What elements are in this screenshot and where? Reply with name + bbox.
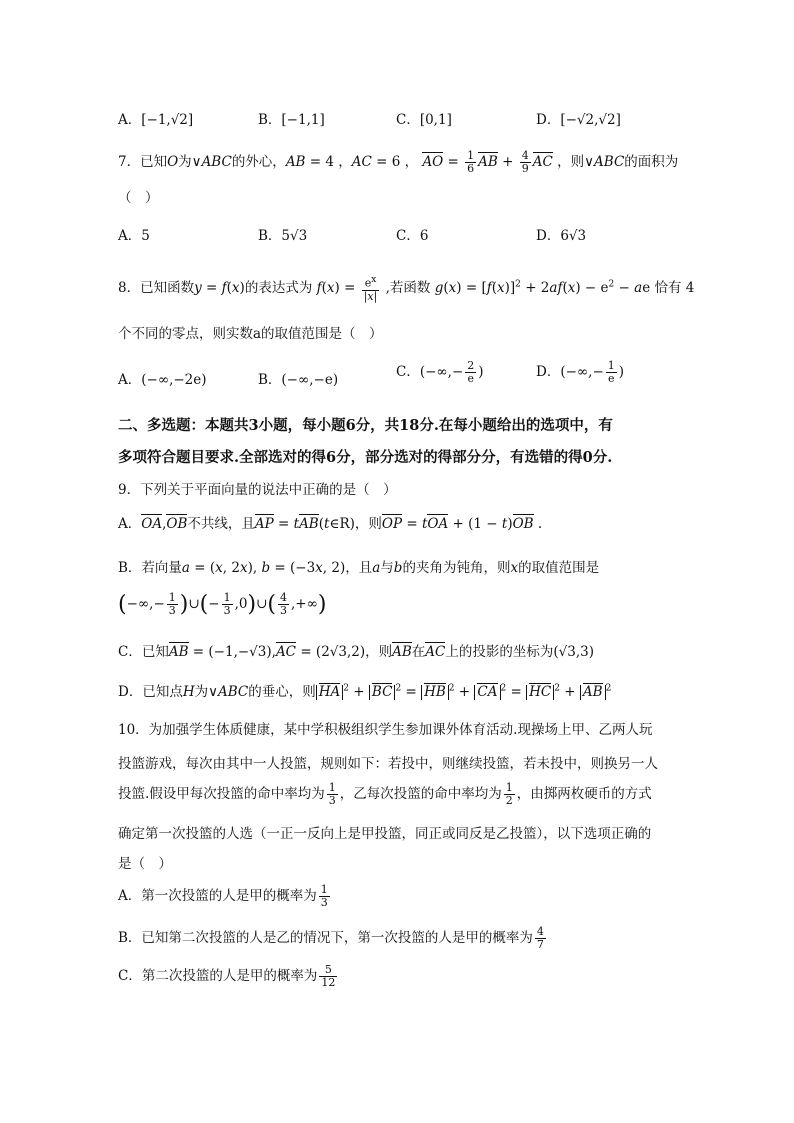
q9-choice-b[interactable]: B．若向量a = (x, 2x), b = (−3x, 2)，且a与b的夹角为钝角，则x的取值范围是 [118, 560, 600, 576]
fraction-5-12: $\frac{5}{12}$ [321, 963, 336, 989]
q10-line-4: 确定第一次投篮的人选（一正一反向上是甲投篮，同正或同反是乙投篮），以下选项正确的 [118, 826, 652, 842]
q8-stem-1: 8．已知函数y = f(x)的表达式为 f(x) = $\frac{e^x}{|x|}$ ,若函数 $g(x) = [f(x)]^2 + 2af(x) - e^2$ − ae 恰有 4 [118, 275, 695, 303]
q6-choice-c[interactable]: C．[0,1] [396, 112, 452, 128]
q10-choice-b[interactable]: B．已知第二次投篮的人是乙的情况下，第一次投篮的人是甲的概率为 $\frac{4}{7}$ [118, 925, 544, 951]
fraction-1-3: $\frac{1}{3}$ [328, 781, 336, 807]
q7-choice-c[interactable]: C．6 [396, 228, 429, 244]
q9-choice-a[interactable]: A．OA,OB不共线，且AP = tAB(t∈R)，则OP = tOA + (1 − t)OB . [118, 516, 543, 532]
q7-choice-b[interactable]: B．5√3 [258, 228, 308, 244]
q8-choice-d[interactable]: D．(−∞,− $\frac{1}{e}$ ) [536, 359, 625, 385]
fraction-1-3: $\frac{1}{3}$ [320, 883, 328, 909]
q8-choice-b[interactable]: B．(−∞,−e) [258, 372, 339, 388]
q10-line-3 [118, 782, 754, 807]
q9-choice-c[interactable]: C．已知AB = (−1,−√3),AC = (2√3,2)，则AB在AC上的投影的坐标为(√3,3) [118, 644, 594, 660]
q8-stem-2: 个不同的零点，则实数a的取值范围是（ ） [118, 326, 383, 342]
q10-choice-a[interactable]: A．第一次投篮的人是甲的概率为 $\frac{1}{3}$ [118, 883, 328, 909]
q10-line-3c: ，由掷两枚硬币的方式 [516, 786, 652, 802]
q6-choice-a[interactable]: A．[−1,√2] [118, 112, 194, 128]
q10-line-2: 投篮游戏，每次由其中一人投篮，规则如下：若投中，则继续投篮，若未投中，则换另一人 [118, 756, 658, 772]
q8-choice-a[interactable]: A．(−∞,−2e) [118, 372, 207, 388]
q7-choice-a[interactable]: A．5 [118, 228, 150, 244]
q9-choice-d[interactable]: D．已知点H为∨ABC的垂心，则 HA $^2$ + BC $^2$ = HB $^2$ + CA $^2$ = HC $^2$ + AB $^2$ [118, 683, 612, 700]
q7-choice-d[interactable]: D．6√3 [536, 228, 587, 244]
q7-stem: 7．已知O为∨ABC的外心，AB = 4 ，AC = 6 ， AO = $\frac{1}{6}$ AB + $\frac{4}{9}$ AC ，则∨ABC的面积为 [118, 149, 679, 175]
section2-header-line-1: 二、多选题：本题共3小题，每小题6分，共18分.在每小题给出的选项中，有 [118, 417, 613, 434]
fraction-1-2: $\frac{1}{2}$ [505, 781, 513, 807]
q7-paren: （ ） [118, 190, 159, 206]
q10-choice-c[interactable]: C．第二次投篮的人是甲的概率为 $\frac{5}{12}$ [118, 963, 336, 989]
q6-choice-d[interactable]: D．[−√2,√2] [536, 112, 621, 128]
q9-choice-b-range: (−∞,− $\frac{1}{3}$ )∪(− $\frac{1}{3}$ ,0)∪( $\frac{4}{3}$ ,+∞) [118, 591, 327, 617]
q10-line-3a: 投篮.假设甲每次投篮的命中率均为 [118, 786, 325, 802]
q6-choice-b[interactable]: B．[−1,1] [258, 112, 325, 128]
q9-stem: 9．下列关于平面向量的说法中正确的是（ ） [118, 482, 397, 498]
section2-header-line-2: 多项符合题目要求.全部选对的得6分，部分选对的得部分分，有选错的得0分. [118, 449, 613, 466]
q10-line-3b: ，乙每次投篮的命中率均为 [339, 786, 502, 802]
q10-line-5: 是（ ） [118, 856, 172, 872]
fraction-4-7: $\frac{4}{7}$ [536, 925, 544, 951]
q10-line-1: 10．为加强学生体质健康，某中学积极组织学生参加课外体育活动.现操场上甲、乙两人玩 [118, 722, 653, 738]
q8-choice-c[interactable]: C．(−∞,− $\frac{2}{e}$ ) [396, 359, 484, 385]
